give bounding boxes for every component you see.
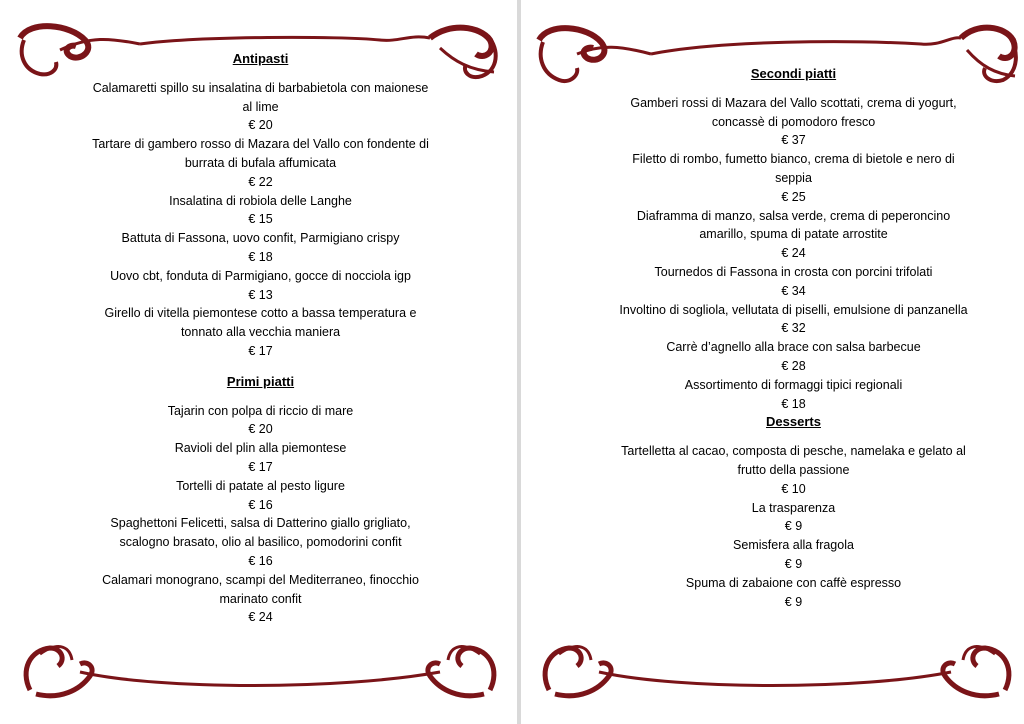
dish-price: € 28 <box>781 358 806 373</box>
dish-price: € 20 <box>248 422 273 437</box>
dish-name: Spuma di zabaione con caffè espresso <box>685 575 902 590</box>
dish-price: € 22 <box>248 174 273 189</box>
dish-price: € 16 <box>248 553 273 568</box>
dish-name: Battuta di Fassona, uovo confit, Parmigiano crispy <box>121 231 400 246</box>
dish-price: € 25 <box>781 189 806 204</box>
section-title: Antipasti <box>232 51 289 66</box>
dish-price: € 9 <box>784 519 803 534</box>
section-secondi-piatti <box>616 65 971 413</box>
dish-name: Spaghettoni Felicetti, salsa di Datterino giallo grigliato, scalogno brasato, olio al basilico, pomodorini confit <box>110 516 411 550</box>
dish-price: € 34 <box>781 283 806 298</box>
dish-price: € 10 <box>781 481 806 496</box>
dish-name: Calamari monograno, scampi del Mediterraneo, finocchio marinato confit <box>102 572 419 606</box>
dish-price: € 16 <box>248 497 273 512</box>
dish-price: € 9 <box>784 556 803 571</box>
dish-name: Assortimento di formaggi tipici regionali <box>684 377 903 392</box>
dish-name: Filetto di rombo, fumetto bianco, crema di bietole e nero di seppia <box>632 152 955 185</box>
section-desserts <box>616 413 971 611</box>
dish-price: € 20 <box>248 118 273 133</box>
dish-name: Insalatina di robiola delle Langhe <box>169 193 352 208</box>
section-spacer <box>88 361 433 373</box>
dish-price: € 17 <box>248 343 273 358</box>
dish-price: € 15 <box>248 212 273 227</box>
dish-name: Carrè d’agnello alla brace con salsa barbecue <box>666 340 921 355</box>
dish-price: € 18 <box>248 249 273 264</box>
dish-name: Tartelletta al cacao, composta di pesche, namelaka e gelato al frutto della passione <box>621 444 966 477</box>
dish-price: € 32 <box>781 321 806 336</box>
dish-name: Girello di vitella piemontese cotto a bassa temperatura e tonnato alla vecchia maniera <box>104 306 417 340</box>
dish-name: Tajarin con polpa di riccio di mare <box>167 403 354 418</box>
section-antipasti <box>88 50 433 361</box>
section-primi-piatti <box>88 373 433 627</box>
menu-column-right <box>616 65 971 611</box>
dish-name: Calamaretti spillo su insalatina di barbabietola con maionese al lime <box>92 80 429 114</box>
dish-name: Ravioli del plin alla piemontese <box>174 441 347 456</box>
dish-name: Involtino di sogliola, vellutata di piselli, emulsione di panzanella <box>619 302 968 317</box>
dish-price: € 37 <box>781 133 806 148</box>
section-title: Desserts <box>766 414 821 430</box>
section-title: Primi piatti <box>226 373 295 389</box>
dish-name: Tortelli di patate al pesto ligure <box>176 478 345 493</box>
section-title: Secondi piatti <box>750 66 837 81</box>
dish-name: Tartare di gambero rosso di Mazara del Vallo con fondente di burrata di bufala affumicata <box>92 137 429 170</box>
dish-name: La trasparenza <box>751 500 836 515</box>
dish-name: Diaframma di manzo, salsa verde, crema di peperoncino amarillo, spuma di patate arrostite <box>636 208 951 242</box>
menu-page-right <box>521 0 1024 724</box>
dish-name: Uovo cbt, fonduta di Parmigiano, gocce di nocciola igp <box>110 268 411 283</box>
menu-column-left <box>88 50 433 627</box>
dish-price: € 9 <box>784 594 803 609</box>
dish-name: Semisfera alla fragola <box>733 538 854 553</box>
dish-price: € 18 <box>781 396 806 411</box>
dish-name: Gamberi rossi di Mazara del Vallo scottati, crema di yogurt, concassè di pomodoro fresco <box>630 95 957 129</box>
dish-price: € 13 <box>248 287 273 302</box>
dish-price: € 24 <box>248 610 273 625</box>
dish-price: € 24 <box>781 246 806 261</box>
dish-price: € 17 <box>248 459 273 474</box>
dish-name: Tournedos di Fassona in crosta con porcini trifolati <box>654 264 933 279</box>
